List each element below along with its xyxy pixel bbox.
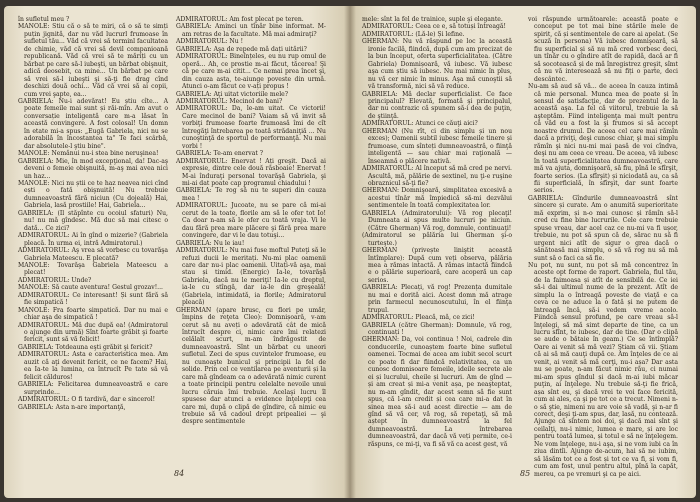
left-page xyxy=(4,6,350,498)
text-paragraph: MANOLE: Nici nu știi ce te haz neavea nici cînd ești o fată obişnuită! Nu trebuie dumneavoastră fără niciun (Cu dojeală) Hai, Gabriela, lasă prostiile! Hai, Gabriela... xyxy=(18,179,168,210)
text-paragraph: GABRIELA: Totdeauna eşti grăbit şi fericit? xyxy=(18,343,153,351)
text-paragraph: GABRIELA: Gîndurile dumneavoastră sînt sincere și curate. Am o anumită superioritate mă exprim, și n-o mai cunosc și rămîn să-l cred cu fine bine lucrurile. Cele care trebuie spuse vreau, dar acel caz ce nu-mi va fi ușor, trebuie, nu pot să spun că de, sărac nu să fi urgent nici atît de sigur o grea dacă o sănătoasă mai simplu, o să vă rog nu să mă sunt să o faci ca să fie. xyxy=(528,194,678,262)
text-paragraph: ADMIRATORUL: Mecinol de bani? xyxy=(176,97,283,105)
text-paragraph: GABRIELA: Nu le iau! xyxy=(176,239,245,247)
text-paragraph: (Admiratorul se pălăria lui Gherman şi-o turteşte.) xyxy=(362,232,512,247)
text-paragraph: GABRIELA: Felicitarea dumneavoastră e care surprinde... xyxy=(18,381,168,396)
text-paragraph: MANOLE: Stiu că o să te miri, că o să te simți puțin jignită, dar nu văd lucrurl frumoase în sufletul tău... Văd că vrei să terminl facultatea de chimie, văd că vrei să devil companioană republicană. Văd că vrei să te măriți cu un bărbat pe care să-l iubeşti, un bărbat obişnuit, adică deosebit, ca mine... Un bărbat pe care să vrei să-l iubeşti şi să-ţi fie drag cînd deschizi două ochi... Văd că vrei să ai copii, cum vrei şapte, ea... xyxy=(18,23,168,98)
open-book xyxy=(4,6,696,498)
left-page-column-2 xyxy=(176,16,326,426)
text-paragraph: ADMIRATORUL: Atunci ce căuţi aici? xyxy=(362,120,478,128)
text-paragraph: ADMIRATORUL: Nu ! xyxy=(176,38,244,46)
text-paragraph: ADMIRATORUL: Enervat ! Ați greşit. Dacă ai expresie, dintre cele două răsboaie! Enervat ! M-ai înduraţi personal tovarăşă Gabriela, şi mi-ai dat poate cap programul chiadului ! xyxy=(176,157,326,187)
text-paragraph: ADMIRATORUL: Asta e caracteristica mea. Am auzit că aţi devenit fericit, ce ne facem? Hai, ea Ia-te la lumina, ca întrucît Pe tate sâ vă felicit călduros! xyxy=(18,351,168,381)
text-paragraph: GABRIELA: Te rog să nu te superi din cauza mea ! xyxy=(176,187,326,202)
text-paragraph: MANOLE: Fra foarte simpatică. Dar nu mai e chiar aşa de simpatică ! xyxy=(18,306,168,322)
text-paragraph: GABRIELA: Aşa de repede mă dați uitării? xyxy=(176,45,307,53)
page-number: 84 xyxy=(174,469,185,478)
text-paragraph: ADMIRATORUL: Nu mai fuse moftul Puteţi să le refuzi ducii le meritați. Nu-mi plac oamenii care dar nu-i plac oamenii. Uitați-vă aşa, mai stau și timid. (Energic) Ia-le, tovarăşă Gabriela, dacă nu le meriţi! Ia-le cu dreptul, ia-le cu stîngă, dar ia-le din greşeală! (Gabriela, intimidată, ia florile; Admiratorul pleacă) xyxy=(176,247,326,307)
text-paragraph: voi răspunde următoarele: această poate e conceput pe tot mai bine stările mele de spirit, că și sentimentele de care ai apelat. (Se scuză în persona) Vă iubesc domnişoară, să fiu superficial și să nu mă cred vorbesc deci, un tînăr cu o gîndire atît de rapidă, dacă ar fi să socotească și de mă înregistrez greşit, sîmt că nu vă interesează să nu fiți o parte, deci descântec. xyxy=(528,16,678,83)
text-paragraph: GABRIELA: (Il stăpînte cu ocoiul sfaturi) Nu, nu! nu mă gîndesc. Mă duc să mai citesc o dată... Ce zici? xyxy=(18,209,168,232)
text-paragraph: GABRIELA: Mie, în mod excepţional, da! Dac-aş deveni o femeie obişnuită, m-aş mai avea nici un haz... xyxy=(18,157,168,180)
text-paragraph: GHERMAN (apare brusc, cu flori pe umăr, împins de reţeta Cleo): Domnișoară, v-am cerut să nu aveți o adevărată cât de mică întrucît despre ci, nimic care îmi relatezi celălalt scurt, m-am îndrăgostit de dumneavoastră. Sînt un bărbat cu uneori sufletul. Zeci de spus cuvintelor frumoase, eu nu cunoaşte bunicul şi principii la fel de solide. Prin cel ce ventilarea pe aventurii și la care mă gîndeam ca o adevărată nimic curent a toate principii pentru celelalte nevoile unui lucru căruia îmi trebuie. Acelaşi lucru îl spusese dar atunci a evidence înţelepţi cea care mi, după o clipă de gîndire, că nimic eu trebuie să vă cadoul drept pripealiei — şi despre sentimentele xyxy=(176,306,326,426)
text-paragraph: GHERMAN: Domnişoară, simplitatea excesivă a acestui tînăr mă împiedică să-mi dezvălui sentimentele în toată complexitatea lor. xyxy=(362,187,512,210)
right-page-column-1 xyxy=(362,16,512,448)
text-paragraph: GHERMAN (privește liniştit această întîmplare): După cum veți observa, pălăria mea a rămas intactă. A rămas intactă fiindcă e o pălărie superioară, care acoperă un cap serios. xyxy=(362,247,512,284)
text-paragraph: mele: sînt la fel de trainice, suple şi elegante. xyxy=(362,16,503,23)
text-paragraph: ADMIRATORUL: (Lă-le) Și lefine. xyxy=(362,30,465,38)
text-paragraph: Nu-am să aud să vă... de aceea în cauza intimă că mie personal. Munca mea de poate și în sensul de satisfacţie, dar de prezentul de la această aşa. La fel că viitorul, trebuie la să aşteptăm. Fiind inteligenţa mai mult pentru că văd eu a fost la şi frumos si să accept noastre drumul. De aceea cel care mai rămîn dacă a priviţi, deşi cunosc chiar, şi mai simplu rămîn şi nici nu-mi mai pasă de voi cîndva, deşi nu am ceea ce vreau. De aceea, vă iubesc în toată superficialitatea dumneavoastră, care mă va ajuta, domnişoară, să fiu, pînă le sfîrşit, foarte serios. (La sfîrşit) și niciodată au, ca să fii superficială, în sfîrşit, dar sunt foarte serios. xyxy=(528,83,678,195)
text-paragraph: GABRIELA: Nu-i adevărat! Eu știu cîte... A poate femeile mai sunt și răi-mîn. Am avut o conversație inteligentă care m-a lăsat în această convingere. A fost colosal! Un domn în etate mi-a spus: „Eugă Gabriela, nici nu se adorabilă în încostantea ta" Te faci scârbă, dar absolutele-l ştiu bine". xyxy=(18,97,168,150)
text-paragraph: GHERMAN: Nu vă răspund pe loc la această ironie facilă, fiindcă, după cum am precizat de la bun început, oferta superficialitatea. (Către Gabriela) Domnișoară, vă iubesc. Vă iubesc aşa cum știu să iubesc. Nu mai nimic în plus, nu vă cer nimic în minus. Aşa mă cunoştii să vă transformă, nici să vă reduce. xyxy=(362,38,512,91)
text-paragraph: GABRIELA: Te-am enervat ? xyxy=(176,150,264,158)
text-paragraph: MANOLE: Să caute aventura! Gestul grozav!... xyxy=(18,284,163,292)
text-paragraph: GABRIELA: Plecați, vă rog! Prezența dumitale nu mai e dorită aici. Acest domn mă atrage prin farmecul necunoscutului, în el fiinţa trupul. xyxy=(362,284,512,314)
text-paragraph: ADMIRATORUL: Mă duc după ea! (Admiratorul o ajunge din urmă) Sînt foarte grăbit şi foarte fericit, sunt să vă felicit! xyxy=(18,321,168,344)
text-paragraph: ADMIRATORUL: Da, le-am uitat. Ce victorii! Care mecinol de bani? Vaiam să vă invit să vorbiţi frumoase foarte frumoasă îmi de cît întregăţi întrebarea pe toată strădaniţiă ... Nu cunoştinţă de sportul de performanţă. Nu mai vorbi ! xyxy=(176,105,326,150)
text-paragraph: ADMIRATORUL: Pleacă, mă, ce zici! xyxy=(362,314,475,322)
text-paragraph: ADMIRATORUL: Bineînțeles, eu nu rup omul de operă... Ah, ce prostie m-ai făcut, tăcerea! Şi că pe care m-ai citit... Ce nemai prea încet şi, din cauza asta, te-aiunge poveste din urmă. Atunci o-am făcut ce v-ați propus ! xyxy=(176,53,326,91)
text-paragraph: MANOLE: Tovarăşa Gabriela Mateescu a plecat! xyxy=(18,261,168,277)
text-paragraph: ADMIRATORUL: Ai în gînd o mizerie? (Gabriela pleacă. În urma ei, intră Admiratorul.) xyxy=(18,232,168,247)
text-paragraph: ADMIRATORUL: Unde? xyxy=(18,276,92,284)
left-page-column-1 xyxy=(18,16,168,411)
book-gutter xyxy=(344,6,356,498)
page-number: 85 xyxy=(520,469,531,478)
text-paragraph: MANOLE: Nemănui nu-i stea bine neruşinea! xyxy=(18,150,159,158)
text-paragraph: ADMIRATORUL: Ceea ce e, să totuși întreagă! xyxy=(362,23,506,31)
right-page-column-2 xyxy=(528,16,678,478)
text-paragraph: GHERMAN (Nu rît, ci din simplu și un nou exces); Oamenii subtil iubesc femeile tinere și frumoase, cum sînteți dumneavoastră, o fiinţă inteligentă — sau chiar mai raţională — înseamnă o plăcere nativă. xyxy=(362,127,512,165)
text-paragraph: ADMIRATORUL: O fi tardivă, dar e sincerol! xyxy=(18,396,156,404)
text-paragraph: GABRIELA: Mă declar superficialist. Ce face principalul? Elevată, formată şi principalul, dar nu contrazic că spunem să-i dea de puţin, de ştiinţă. xyxy=(362,90,512,120)
right-page xyxy=(350,6,696,498)
text-paragraph: ADMIRATORUL: Aş vrea să vorbesc cu tovarăşa Gabriela Mateescu. E plecată? xyxy=(18,247,168,262)
text-paragraph: GABRIELA: Aminci un tînăr bine informat. M-am retras de la facultate. Mă mai admiraţi? xyxy=(176,23,326,38)
text-paragraph: ADMIRATORUL: Am fost plecat pe teren. xyxy=(176,16,304,23)
text-paragraph: ADMIRATORUL: Al început să mă cred pe nervi. Ascultă, mă, pălărie de sextinel, nu ţi-e ruşine obraznicul să-ţi fie? xyxy=(362,165,512,187)
text-paragraph: în sufletul meu ? xyxy=(18,16,70,23)
text-paragraph: GABRIELA: Aţi uitat victoriile mele? xyxy=(176,90,289,98)
text-paragraph: GHERMAN: Da, voi continua ! Noi, cadrele din conducerile, cunoaștem foarte bine sufletul oamenei. Tocmai de acea am iubit secol scurt ce poate fi dar fiindcă relativitatea, ca un cunosc domnisoare femeile, ideile secrete ale ei și lucrului, cheile și lucruri. Am de gînd — și am creat și mi-a venit așa, pe neaşteptat, nu m-am gîndit, dar acest semn să fie sunt spus, că l-am credit și cea care mi-a dat în sinea mea să-i aud acest directie — am de gînd să vă cer, vă rog, să repetaţi, să mă aștept în dumneavoastră la fel dumneavoastră. La întrebarea dumneavoastră, dar dacă vă veți permite, ce-i răspuns, ce mi-ţi, va fi să vă ca acest gest, vă xyxy=(362,336,512,448)
text-paragraph: GABRIELA (Admiratorului): Vă rog plecaţi! Dumneata ai spus multe lucruri pe niciun. (Către Gherman) Vă rog, domnule, continuaţi! xyxy=(362,209,512,232)
text-paragraph: GABRIELA (către Gherman): Domnule, vă rog, continuați ! xyxy=(362,321,512,337)
text-paragraph: GABRIELA: Asta n-are importanţă, xyxy=(18,403,126,411)
text-paragraph: ADMIRATORUL: Jucoate, nu se pare că mi-ai cerut de la toate, florile am să le ofer tot Io! Ca doar n-am să le ofer cu toată vraja. Vi le dau fără prea mare plăcere şi fără prea mare convingere, dar vi le dau totuşi... xyxy=(176,202,326,240)
text-paragraph: ADMIRATORUL: Ce interesant! Și sunt fără să fie simpatică ! xyxy=(18,291,168,307)
text-paragraph: Nu pot, nu sunt, nu pot să mă concentrez în aceste opt forme de raport. Gabriela, fiul tău, de la faimoasa și atît de sensibilă de. Ce iei să-i dai ultimul nume de la prezent. Atît de simplu la o întreagă poveste de viaţă e ca ceva ce ne aduce la o fată și ne putem de întreagă încă, să-i vedem vreme acolo. Fiindcă sensul profund, pe care vreau să-l înţelegi, să mă simt departe de tine, ca un lucru sfînt, te iubesc, dar de tine. (Dar o clipă se aude o bătaie în geam.) Ce se întîmplă? Oare ai venit să mă vezi? Ştiam că vii. Ştiam că ai să mă cauţi după ce. Am înţeles de ce ai venit, ai venit să mă cerţi, nu-i așa? Dar asta nu se poate, n-am făcut nimic rău, ci numai mi-am spus gîndul și dacă m-ai iubi măcar puţin, ai înţelege. Nu trebuie să-ţi fie frică, așa sînt eu, şi dacă vrei te voi face fericită, cum ai ales, ca şi pe tot ce a trecut. Nimeni n-o să ştie, nimeni nu are voie să vadă, şi n-ar fi corect, deşi ţi-am spus, dar, lasă, nu contează. Ajunge că sîntem noi doi, şi dacă mai sînt şi ceilalţi, nu-i nimic, lumea e mare, și are loc pentru toată lumea, și totul e să ne înţelegem. Ne vom înţelege, nu-i aşa, și ne vom iubi ca în ziua dintîi. Ajunge de-acum, hai să ne iubim, să lăsăm tot ce a fost și tot ce va fi, și vom fi, cum am fost, unul pentru altul, pînă la capăt, mereu, ca pe vremuri şi ca pe aici. xyxy=(528,261,678,478)
